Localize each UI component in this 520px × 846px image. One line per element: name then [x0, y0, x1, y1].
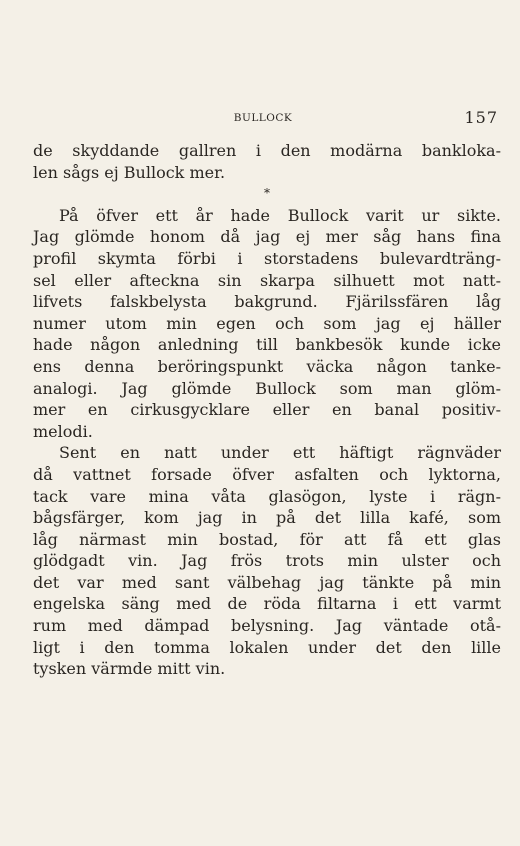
text-line: låg närmast min bostad, för att få ett glas — [33, 529, 501, 549]
page-number: 157 — [464, 108, 498, 127]
text-line: rum med dämpad belysning. Jag väntade otå- — [33, 616, 501, 636]
page-header — [28, 108, 498, 130]
text-line: bågsfärger, kom jag in på det lilla kafé, som — [33, 508, 501, 528]
text-line: glödgadt vin. Jag frös trots min ulster och — [33, 551, 501, 571]
text-line: tysken värmde mitt vin. — [33, 659, 226, 679]
text-line: hade någon anledning till bankbesök kunde icke — [33, 335, 501, 355]
text-line: då vattnet forsade öfver asfalten och lyktorna, — [33, 464, 501, 484]
text-line: ligt i den tomma lokalen under det den lille — [33, 637, 501, 657]
text-line: len sågs ej Bullock mer. — [33, 162, 226, 182]
text-line: melodi. — [33, 421, 93, 441]
body-text — [33, 140, 501, 680]
text-line: analogi. Jag glömde Bullock som man glöm- — [33, 378, 501, 398]
text-line: Sent en natt under ett häftigt rägnväder — [59, 443, 501, 463]
text-line: tack vare mina våta glasögon, lyste i rägn- — [33, 486, 501, 506]
text-line: ens denna beröringspunkt väcka någon tanke- — [33, 356, 501, 376]
running-head: BULLOCK — [233, 112, 293, 124]
text-line: det var med sant välbehag jag tänkte på min — [33, 572, 501, 592]
text-line: På öfver ett år hade Bullock varit ur sikte. — [59, 205, 501, 225]
text-line: engelska säng med de röda filtarna i ett varmt — [33, 594, 501, 614]
text-line: mer en cirkusgycklare eller en banal positiv- — [33, 400, 501, 420]
text-line: de skyddande gallren i den modärna bankloka- — [33, 141, 501, 160]
text-line: numer utom min egen och som jag ej häller — [33, 313, 501, 333]
text-line: lifvets falskbelysta bakgrund. Fjärilssfären låg — [33, 292, 501, 312]
text-line: sel eller afteckna sin skarpa silhuett mot natt- — [33, 270, 501, 290]
section-separator: * — [264, 186, 270, 201]
text-line: Jag glömde honom då jag ej mer såg hans fina — [33, 227, 501, 247]
text-line: profil skymta förbi i storstadens bulevardträng- — [33, 248, 501, 268]
